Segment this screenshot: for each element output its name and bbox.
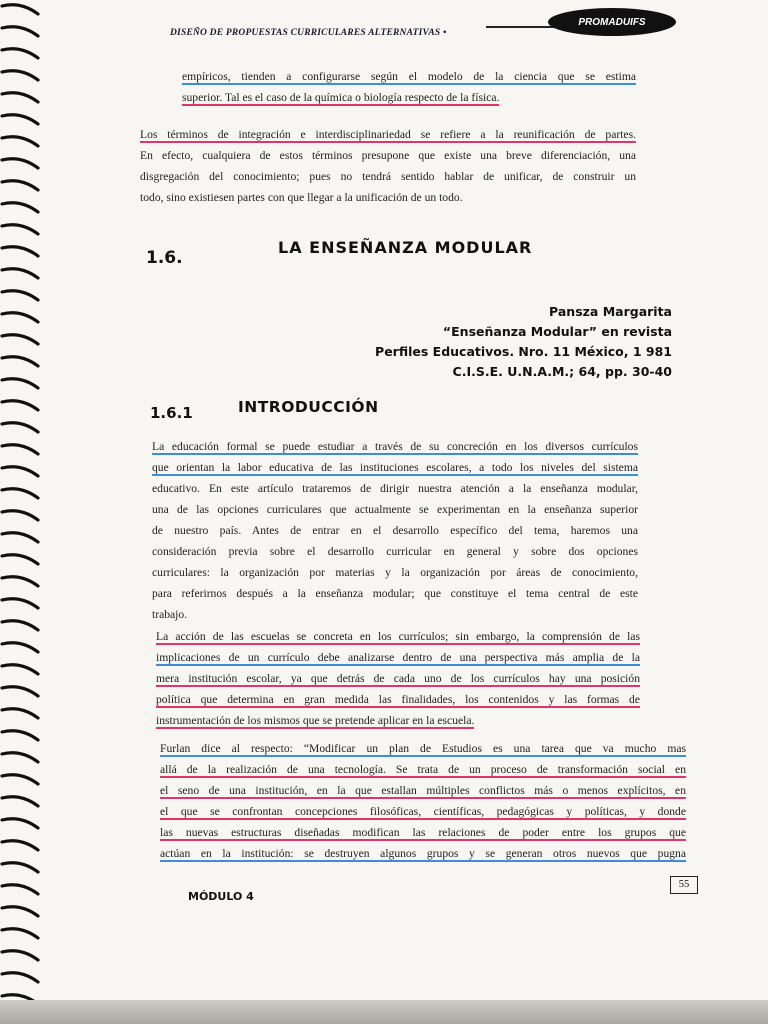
- introduction-paragraph: [152, 436, 638, 625]
- spiral-coil: [2, 709, 38, 718]
- spiral-coil: [2, 203, 38, 212]
- paragraph-line: [160, 759, 686, 780]
- highlighted-text: mera institución escolar, ya que detrás de cada uno de los currículos hay una posición: [156, 672, 640, 685]
- spiral-coil: [2, 401, 38, 410]
- citation-author: Pansza Margarita: [549, 304, 672, 319]
- paragraph-line: [152, 457, 638, 478]
- paragraph-line: [160, 738, 686, 759]
- spiral-coil: [2, 269, 38, 278]
- spiral-coil: [2, 533, 38, 542]
- citation-publisher: C.I.S.E. U.N.A.M.; 64, pp. 30-40: [452, 364, 672, 379]
- spiral-coil: [2, 753, 38, 762]
- paragraph-line: [156, 689, 640, 710]
- highlighted-text: el que se confrontan concepciones filosóficas, científicas, pedagógicas y políticas, y donde: [160, 805, 686, 818]
- running-header: [170, 28, 490, 38]
- paragraph-line: disgregación del conocimiento; pues no tendrá sentido hablar de unificar, de construir un: [140, 170, 636, 183]
- spiral-coil: [2, 71, 38, 80]
- footer-module-label: MÓDULO 4: [188, 890, 254, 903]
- spiral-coil: [2, 49, 38, 58]
- spiral-binding: [0, 0, 44, 1000]
- citation-journal: Perfiles Educativos. Nro. 11 México, 1 981: [375, 344, 672, 359]
- spiral-coil: [2, 423, 38, 432]
- paragraph-line: [160, 801, 686, 822]
- spiral-coil: [2, 335, 38, 344]
- continuation-paragraph: [182, 66, 636, 108]
- spiral-coil: [2, 27, 38, 36]
- terms-paragraph: [140, 124, 636, 208]
- highlighted-text: La acción de las escuelas se concreta en los currículos; sin embargo, la comprensión de las: [156, 630, 640, 643]
- highlighted-text: superior. Tal es el caso de la química o biología respecto de la física.: [182, 91, 500, 104]
- spiral-coil: [2, 555, 38, 564]
- spiral-coil: [2, 687, 38, 696]
- section-title: LA ENSEÑANZA MODULAR: [278, 238, 533, 257]
- highlighted-text: el seno de una institución, en la que estallan múltiples conflictos más o menos explícitos, en: [160, 784, 686, 797]
- paragraph-line: trabajo.: [152, 608, 188, 621]
- furlan-quote-paragraph: [160, 738, 686, 864]
- paragraph-line: [182, 66, 636, 87]
- spiral-coil: [2, 577, 38, 586]
- highlighted-text: empíricos, tienden a configurarse según el modelo de la ciencia que se estima: [182, 70, 636, 83]
- paragraph-line: educativo. En este artículo trataremos de dirigir nuestra atención a la enseñanza modular,: [152, 482, 638, 495]
- spiral-coil: [2, 313, 38, 322]
- spiral-coil: [2, 445, 38, 454]
- citation-article: “Enseñanza Modular” en revista: [442, 324, 672, 339]
- subsection-number: 1.6.1: [150, 404, 193, 422]
- highlighted-text: Los términos de integración e interdisciplinariedad se refiere a la reunificación de partes.: [140, 128, 636, 141]
- spiral-coil: [2, 885, 38, 894]
- spiral-coil: [2, 973, 38, 982]
- spiral-coil: [2, 907, 38, 916]
- spiral-coil: [2, 511, 38, 520]
- spiral-coil: [2, 665, 38, 674]
- highlighted-text: las nuevas estructuras diseñadas modifican las relaciones de poder entre los grupos que: [160, 826, 686, 839]
- spiral-coil: [2, 291, 38, 300]
- highlighted-text: Furlan dice al respecto: “Modificar un plan de Estudios es una tarea que va mucho mas: [160, 742, 686, 755]
- page-number: 55: [670, 876, 698, 894]
- subsection-title: INTRODUCCIÓN: [238, 398, 379, 416]
- paragraph-line: [160, 780, 686, 801]
- paragraph-line: de nuestro país. Antes de entrar en el desarrollo específico del tema, haremos una: [152, 524, 638, 537]
- spiral-coil: [2, 115, 38, 124]
- paragraph-line: En efecto, cualquiera de estos términos presupone que existe una breve diferenciación, una: [140, 149, 636, 162]
- paragraph-line: [182, 87, 636, 108]
- spiral-coil: [2, 225, 38, 234]
- highlighted-text: La educación formal se puede estudiar a través de su concreción en los diversos currículos: [152, 440, 638, 453]
- spiral-coil: [2, 181, 38, 190]
- spiral-coil: [2, 863, 38, 872]
- paragraph-line: para referirnos después a la enseñanza modular; que constituye el tema central de este: [152, 587, 638, 600]
- paragraph-line: [156, 647, 640, 668]
- spiral-coil: [2, 379, 38, 388]
- paragraph-line: curriculares: la organización por materias y la organización por áreas de conocimiento,: [152, 566, 638, 579]
- paragraph-line: [140, 124, 636, 145]
- schools-paragraph: [156, 626, 640, 731]
- spiral-coil: [2, 929, 38, 938]
- paragraph-line: consideración previa sobre el desarrollo curricular en general y sobre dos opciones: [152, 545, 638, 558]
- paragraph-line: [160, 822, 686, 843]
- spiral-coil: [2, 819, 38, 828]
- spiral-coil: [2, 137, 38, 146]
- running-header-bullet: •: [442, 28, 447, 38]
- program-badge: PROMADUIFS: [548, 8, 676, 36]
- paragraph-line: [156, 668, 640, 689]
- paragraph-line: todo, sino existiesen partes con que llegar a la unificación de un todo.: [140, 191, 463, 204]
- spiral-coil: [2, 951, 38, 960]
- spiral-coil: [2, 841, 38, 850]
- spiral-coil: [2, 775, 38, 784]
- paragraph-line: una de las opciones curriculares que actualmente se experimentan en la enseñanza superior: [152, 503, 638, 516]
- citation-block: [375, 302, 672, 382]
- header-rule: [486, 26, 558, 28]
- highlighted-text: política que determina en gran medida las finalidades, los contenidos y las formas de: [156, 693, 640, 706]
- highlighted-text: que orientan la labor educativa de las instituciones escolares, a todo los niveles del sistema: [152, 461, 638, 474]
- page-stack-edge: [0, 1000, 768, 1024]
- section-number: 1.6.: [146, 248, 183, 268]
- spiral-coil: [2, 159, 38, 168]
- spiral-coil: [2, 797, 38, 806]
- spiral-coil: [2, 643, 38, 652]
- spiral-coil: [2, 93, 38, 102]
- running-header-title: DISEÑO DE PROPUESTAS CURRICULARES ALTERNATIVAS: [170, 28, 441, 38]
- spiral-coil: [2, 489, 38, 498]
- paragraph-line: [156, 626, 640, 647]
- highlighted-text: implicaciones de un currículo debe analizarse dentro de una perspectiva más amplia de la: [156, 651, 640, 664]
- spiral-coil: [2, 621, 38, 630]
- paragraph-line: [152, 436, 638, 457]
- paragraph-line: [160, 843, 686, 864]
- spiral-coil: [2, 731, 38, 740]
- spiral-coil: [2, 599, 38, 608]
- spiral-coil: [2, 467, 38, 476]
- highlighted-text: allá de la realización de una tecnología. Se trata de un proceso de transformación social en: [160, 763, 686, 776]
- spiral-coil: [2, 357, 38, 366]
- highlighted-text: actúan en la institución: se destruyen algunos grupos y se generan otros nuevos que pugna: [160, 847, 686, 860]
- spiral-coil: [2, 5, 38, 14]
- paragraph-line: [156, 710, 640, 731]
- spiral-coil: [2, 247, 38, 256]
- highlighted-text: instrumentación de los mismos que se pretende aplicar en la escuela.: [156, 714, 475, 727]
